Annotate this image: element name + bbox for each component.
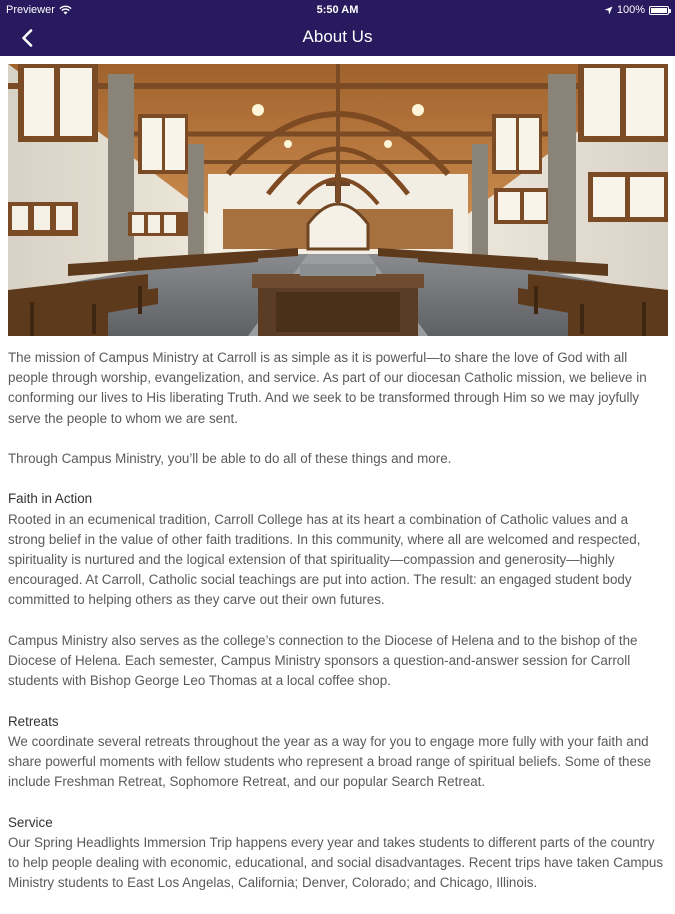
battery-percent: 100% xyxy=(616,4,645,16)
about-content xyxy=(8,348,668,914)
section-heading-service: Service xyxy=(8,814,53,830)
service-paragraph: Our Spring Headlights Immersion Trip happens every year and takes students to different parts of the country to help people dealing with economic, educational, and social disadvantages. Recent trips have taken Campus Ministry students to East Los Angelas, California; Denver, Colorado; and Chicago, Illinois. xyxy=(8,834,664,891)
section-heading-retreats: Retreats xyxy=(8,713,59,729)
retreats-paragraph: We coordinate several retreats throughout the year as a way for you to engage more fully with your faith and share powerful moments with fellow students who represent a broad range of spiritual beliefs. Some of these include Freshman Retreat, Sophomore Retreat, and our popular Search Retreat. xyxy=(8,733,652,790)
battery-icon xyxy=(649,6,669,15)
location-arrow-icon xyxy=(604,6,613,15)
chapel-interior-photo xyxy=(8,64,668,336)
mission-paragraph: The mission of Campus Ministry at Carroll is as simple as it is powerful—to share the love of God with all people through worship, evangelization, and service. As part of our diocesan Catholic mission, we believe in conforming our lives to His liberating Truth. And we seek to be transformed through Him so we may joyfully serve the people to whom we are sent. xyxy=(8,350,647,426)
faith-paragraph-2: Campus Ministry also serves as the college’s connection to the Diocese of Helena and to the bishop of the Diocese of Helena. Each semester, Campus Ministry sponsors a question-and-answer session for Carroll students with Bishop George Leo Thomas at a local coffee shop. xyxy=(8,632,638,689)
nav-bar xyxy=(0,20,675,56)
page-title: About Us xyxy=(302,27,373,46)
battery-fill xyxy=(651,8,667,13)
status-bar xyxy=(0,0,675,20)
status-right xyxy=(604,4,669,16)
through-paragraph: Through Campus Ministry, you’ll be able to do all of these things and more. xyxy=(8,451,452,466)
hero-image xyxy=(8,64,668,336)
carrier-label: Previewer xyxy=(6,4,55,16)
faith-paragraph-1: Rooted in an ecumenical tradition, Carroll College has at its heart a combination of Catholic values and a strong belief in the value of other faith traditions. In this community, where all are welcomed and respected, spirituality is nurtured and the logical extension of that spirituality—compassion and generosity—highly encouraged. At Carroll, Catholic social teachings are put into action. The result: an engaged student body committed to helping others as they carve out their own futures. xyxy=(8,511,641,608)
section-heading-faith-in-action: Faith in Action xyxy=(8,491,93,507)
status-time: 5:50 AM xyxy=(316,4,359,16)
